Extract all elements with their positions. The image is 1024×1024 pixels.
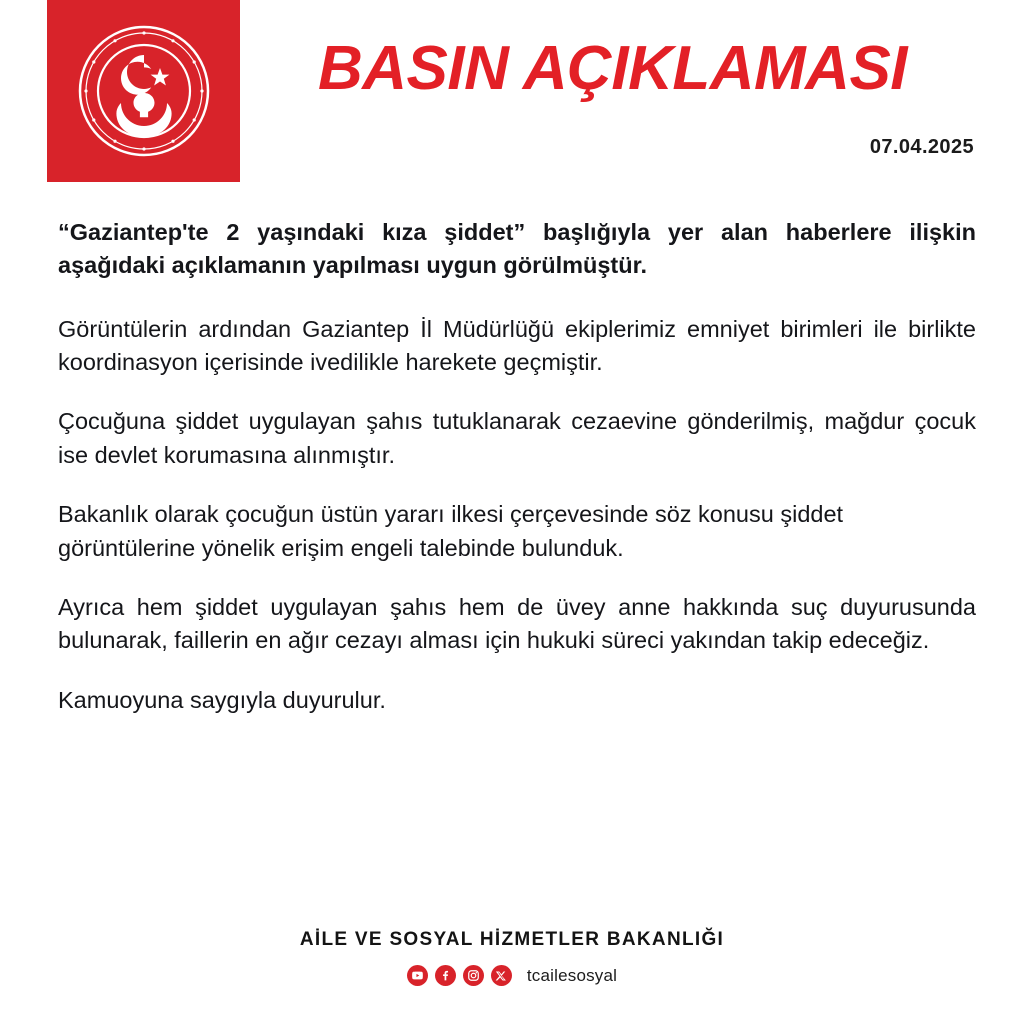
facebook-icon[interactable] [435,965,456,986]
youtube-icon[interactable] [407,965,428,986]
paragraph-2: Görüntülerin ardından Gaziantep İl Müdürlüğü ekiplerimiz emniyet birimleri ile birlikte koordinasyon içerisinde ivedilikle harekete geçmiştir. [58,315,976,376]
instagram-icon[interactable] [463,965,484,986]
paragraph-4: Bakanlık olarak çocuğun üstün yararı ilkesi çerçevesinde söz konusu şiddet görüntülerine yönelik erişim engeli talebinde bulunduk. [58,501,844,561]
social-handle[interactable]: tcailesosyal [526,965,618,985]
paragraph-lead: “Gaziantep'te 2 yaşındaki kıza şiddet” başlığıyla yer alan haberlere ilişkin aşağıdaki açıklamanın yapılması uygun görülmüştür. [58,219,976,279]
paragraph-closing: Kamuoyuna saygıyla duyurulur. [58,686,386,713]
ministry-name: AİLE VE SOSYAL HİZMETLER BAKANLIĞI [299,929,725,950]
paragraph-3: Çocuğuna şiddet uygulayan şahıs tutuklanarak cezaevine gönderilmiş, mağdur çocuk ise devlet korumasına alınmıştır. [58,408,976,468]
paragraph-5: Ayrıca hem şiddet uygulayan şahıs hem de üvey anne hakkında suç duyurusunda bulunarak, faillerin en ağır cezayı alması için hukuki süreci yakından takip edeceğiz. [58,593,976,654]
press-release-body [0,182,1024,717]
footer [0,929,1024,986]
ministry-emblem-icon [74,21,214,161]
release-date: 07.04.2025 [869,136,974,158]
x-twitter-icon[interactable] [491,965,512,986]
ministry-logo-block [47,0,240,182]
header [0,0,1024,182]
title-block [240,0,1024,159]
page-title: BASIN AÇIKLAMASI [318,34,908,103]
social-links [0,965,1024,986]
